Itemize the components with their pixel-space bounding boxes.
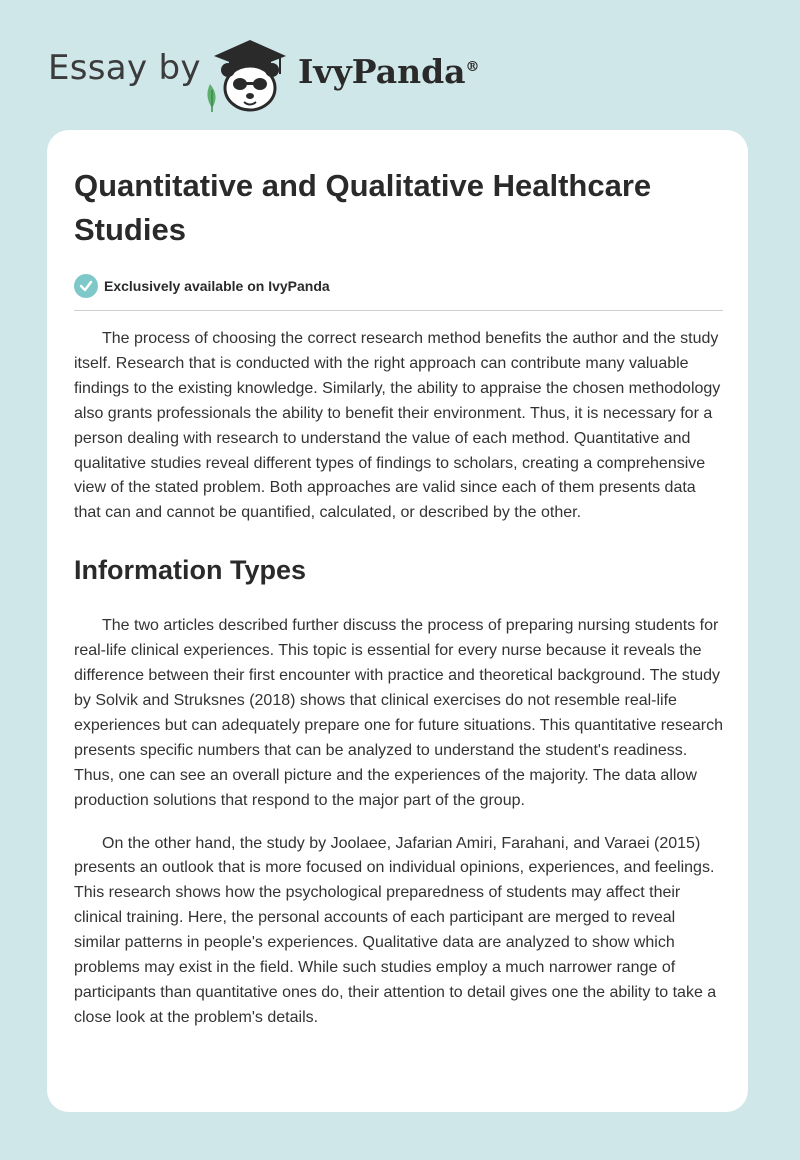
check-icon [74,274,98,298]
paragraph: On the other hand, the study by Joolaee, Jafarian Amiri, Farahani, and Varaei (2015) presents an outlook that is more focused on individual opinions, experiences, and feelings. This research shows how the psychological preparedness of students may affect their clinical training. Here, the personal accounts of each participant are merged to reveal similar patterns in people's experiences. Qualitative data are analyzed to show which problems may exist in the field. While such studies employ a much narrower range of participants than quantitative ones do, their attention to detail gives one the ability to take a close look at the problem's details. [74,834,717,1026]
essay-title: Quantitative and Qualitative Healthcare Studies [74,168,652,247]
brand-name[interactable]: IvyPanda® [298,52,480,91]
essay-content [74,164,723,1031]
site-header [48,34,488,114]
essay-by-label: Essay by [48,48,201,88]
panda-logo-icon[interactable] [202,34,292,114]
section-heading: Information Types [74,555,307,586]
exclusive-badge [74,274,723,311]
paragraph: The two articles described further discuss the process of preparing nursing students for real-life clinical experiences. This topic is essential for every nurse because it reveals the difference between their first encounter with practice and theoretical background. The study by Solvik and Struksnes (2018) shows that clinical exercises do not resemble real-life experiences but can adequately prepare one for future situations. This quantitative research presents specific numbers that can be analyzed to understand the student's readiness. Thus, one can see an overall picture and the experiences of the majority. The data allow production solutions that respond to the major part of the group. [74,617,723,809]
essay-card [47,130,748,1112]
paragraph: The process of choosing the correct research method benefits the author and the study itself. Research that is conducted with the right approach can contribute many valuable findings to the existing knowledge. Similarly, the ability to appraise the chosen methodology also grants professionals the ability to benefit their environment. Thus, it is necessary for a person dealing with research to understand the value of each method. Quantitative and qualitative studies reveal different types of findings to scholars, creating a comprehensive view of the stated problem. Both approaches are valid since each of them presents data that can and cannot be quantified, calculated, or described by the other. [74,330,721,522]
exclusive-label: Exclusively available on IvyPanda [104,278,330,294]
